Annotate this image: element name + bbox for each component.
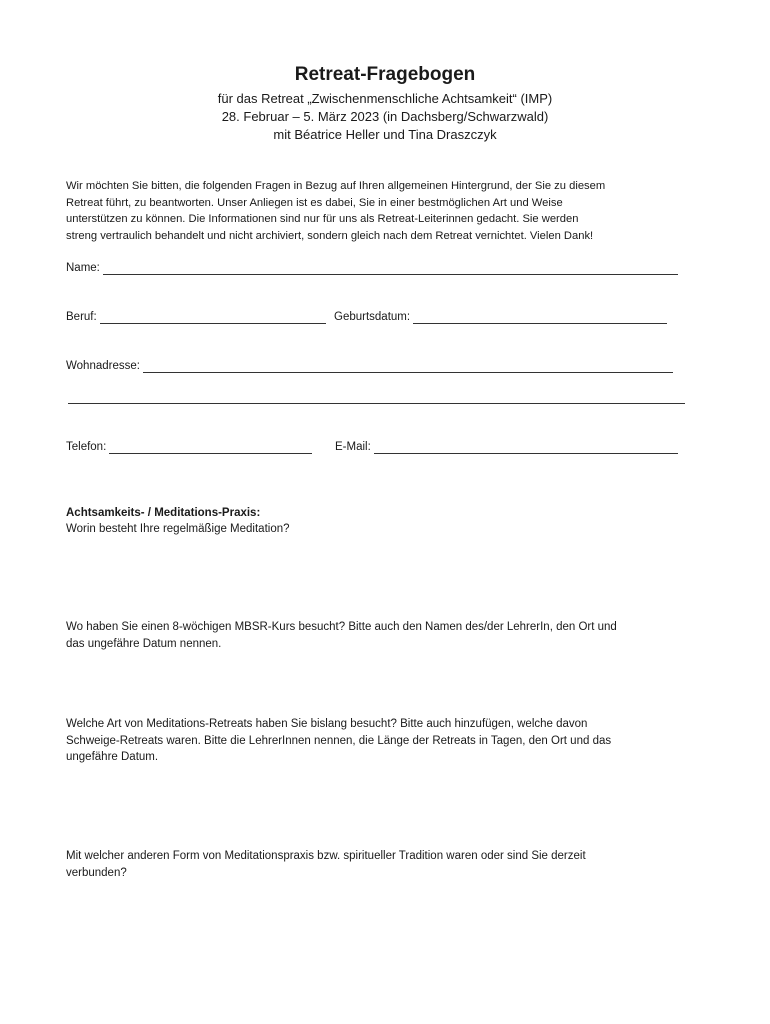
occupation-row [66,310,326,324]
retreat-dates: 28. Februar – 5. März 2023 (in Dachsberg/Schwarzwald) [221,109,549,124]
answer-retreats-attended[interactable] [66,770,702,842]
occupation-field[interactable] [100,312,326,324]
name-field[interactable] [103,263,678,275]
address-row [66,359,673,373]
birthdate-field[interactable] [413,312,667,324]
question-line: das ungefähre Datum nennen. [66,637,222,650]
name-label: Name: [66,262,100,274]
question-line: verbunden? [66,866,127,879]
name-row [66,261,678,275]
birthdate-label: Geburtsdatum: [334,311,411,323]
practice-section-heading: Achtsamkeits- / Meditations-Praxis: [66,507,261,519]
birthdate-row [334,310,667,324]
question-mbsr-course [66,619,706,652]
answer-other-traditions[interactable] [66,885,702,995]
email-row [335,440,678,454]
retreat-subtitle: für das Retreat „Zwischenmenschliche Achtsamkeit“ (IMP) [217,91,553,106]
question-line: ungefähre Datum. [66,751,159,763]
phone-row [66,440,312,454]
occupation-label: Beruf: [66,311,97,323]
address-label: Wohnadresse: [66,360,140,372]
question-line: Wo haben Sie einen 8-wöchigen MBSR-Kurs besucht? Bitte auch den Namen des/der LehrerIn, den Ort und [66,621,617,633]
retreat-teachers: mit Béatrice Heller und Tina Draszczyk [273,127,497,142]
intro-line: Retreat führt, zu beantworten. Unser Anliegen ist es dabei, Sie in einer bestmöglichen Art und Weise [66,196,563,209]
question-line: Schweige-Retreats waren. Bitte die LehrerInnen nennen, die Länge der Retreats in Tagen, den Ort und das [66,734,612,747]
phone-field[interactable] [109,442,312,454]
question-line: Mit welcher anderen Form von Meditationspraxis bzw. spiritueller Tradition waren oder sind Sie derzeit [66,850,586,862]
address-field[interactable] [143,361,673,373]
question-line: Welche Art von Meditations-Retreats haben Sie bislang besucht? Bitte auch hinzufügen, welche davon [66,718,588,730]
address-field-line-2[interactable] [68,393,685,404]
question-retreats-attended [66,716,706,766]
question-other-traditions [66,848,706,881]
answer-regular-meditation[interactable] [66,540,702,610]
intro-paragraph [66,178,702,244]
email-label: E-Mail: [335,441,371,453]
question-regular-meditation: Worin besteht Ihre regelmäßige Meditation? [66,523,290,535]
document-title: Retreat-Fragebogen [294,64,476,85]
email-field[interactable] [374,442,678,454]
intro-line: unterstützen zu können. Die Informationen sind nur für uns als Retreat-Leiterinnen gedacht. Sie werden [66,213,579,225]
intro-line: Wir möchten Sie bitten, die folgenden Fragen in Bezug auf Ihren allgemeinen Hintergrund, der Sie zu diesem [66,180,606,192]
intro-line: streng vertraulich behandelt und nicht archiviert, sondern gleich nach dem Retreat vernichtet. Vielen Dank! [66,229,594,242]
phone-label: Telefon: [66,441,107,453]
answer-mbsr-course[interactable] [66,656,702,711]
